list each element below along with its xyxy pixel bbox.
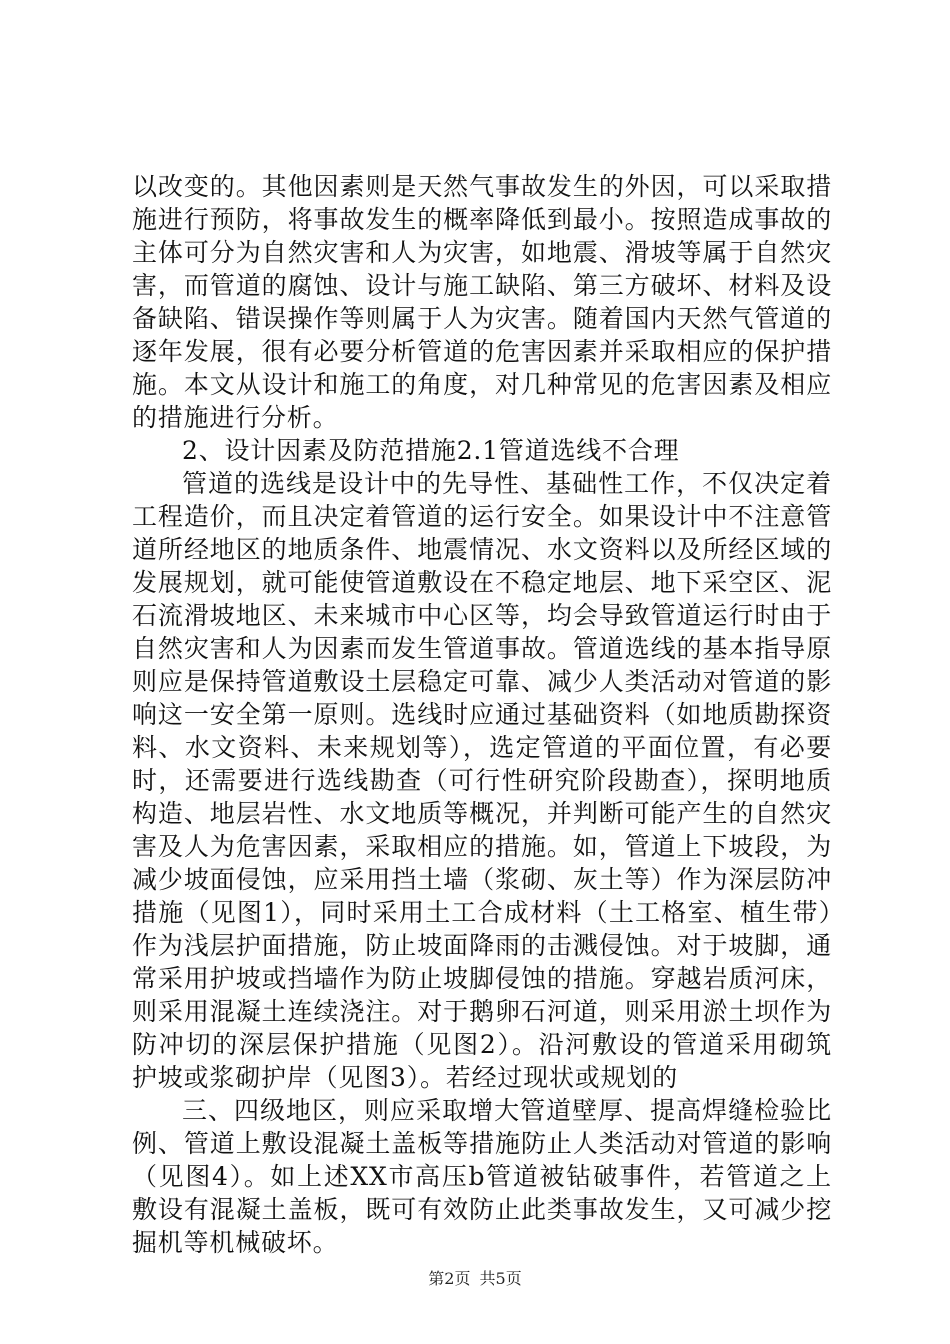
- page-number: 第2页: [428, 1269, 471, 1288]
- paragraph-intro: 以改变的。其他因素则是天然气事故发生的外因，可以采取措施进行预防，将事故发生的概率降低到最小。按照造成事故的主体可分为自然灾害和人为灾害，如地震、滑坡等属于自然灾害，而管道的腐蚀、设计与施工缺陷、第三方破坏、材料及设备缺陷、错误操作等则属于人为灾害。随着国内天然气管道的逐年发展，很有必要分析管道的危害因素并采取相应的保护措施。本文从设计和施工的角度，对几种常见的危害因素及相应的措施进行分析。: [132, 172, 832, 432]
- document-body: [132, 170, 832, 1259]
- page-total: 共5页: [479, 1269, 522, 1288]
- page-footer: [0, 1266, 950, 1289]
- paragraph-class-areas: 三、四级地区，则应采取增大管道壁厚、提高焊缝检验比例、管道上敷设混凝土盖板等措施防止人类活动对管道的影响（见图4）。如上述XX市高压b管道被钻破事件，若管道之上敷设有混凝土盖板，既可有效防止此类事故发生，又可减少挖掘机等机械破坏。: [132, 1096, 832, 1257]
- paragraph-route-selection: 管道的选线是设计中的先导性、基础性工作，不仅决定着工程造价，而且决定着管道的运行安全。如果设计中不注意管道所经地区的地质条件、地震情况、水文资料以及所经区域的发展规划，就可能使管道敷设在不稳定地层、地下采空区、泥石流滑坡地区、未来城市中心区等，均会导致管道运行时由于自然灾害和人为因素而发生管道事故。管道选线的基本指导原则应是保持管道敷设土层稳定可靠、减少人类活动对管道的影响这一安全第一原则。选线时应通过基础资料（如地质勘探资料、水文资料、未来规划等），选定管道的平面位置，有必要时，还需要进行选线勘查（可行性研究阶段勘查），探明地质构造、地层岩性、水文地质等概况，并判断可能产生的自然灾害及人为危害因素，采取相应的措施。如，管道上下坡段，为减少坡面侵蚀，应采用挡土墙（浆砌、灰土等）作为深层防冲措施（见图1），同时采用土工合成材料（土工格室、植生带）作为浅层护面措施，防止坡面降雨的击溅侵蚀。对于坡脚，通常采用护坡或挡墙作为防止坡脚侵蚀的措施。穿越岩质河床，则采用混凝土连续浇注。对于鹅卵石河道，则采用淤土坝作为防冲切的深层保护措施（见图2）。沿河敷设的管道采用砌筑护坡或浆砌护岸（见图3）。若经过现状或规划的: [132, 469, 832, 1092]
- section-heading: 2、设计因素及防范措施2.1管道选线不合理: [182, 436, 680, 465]
